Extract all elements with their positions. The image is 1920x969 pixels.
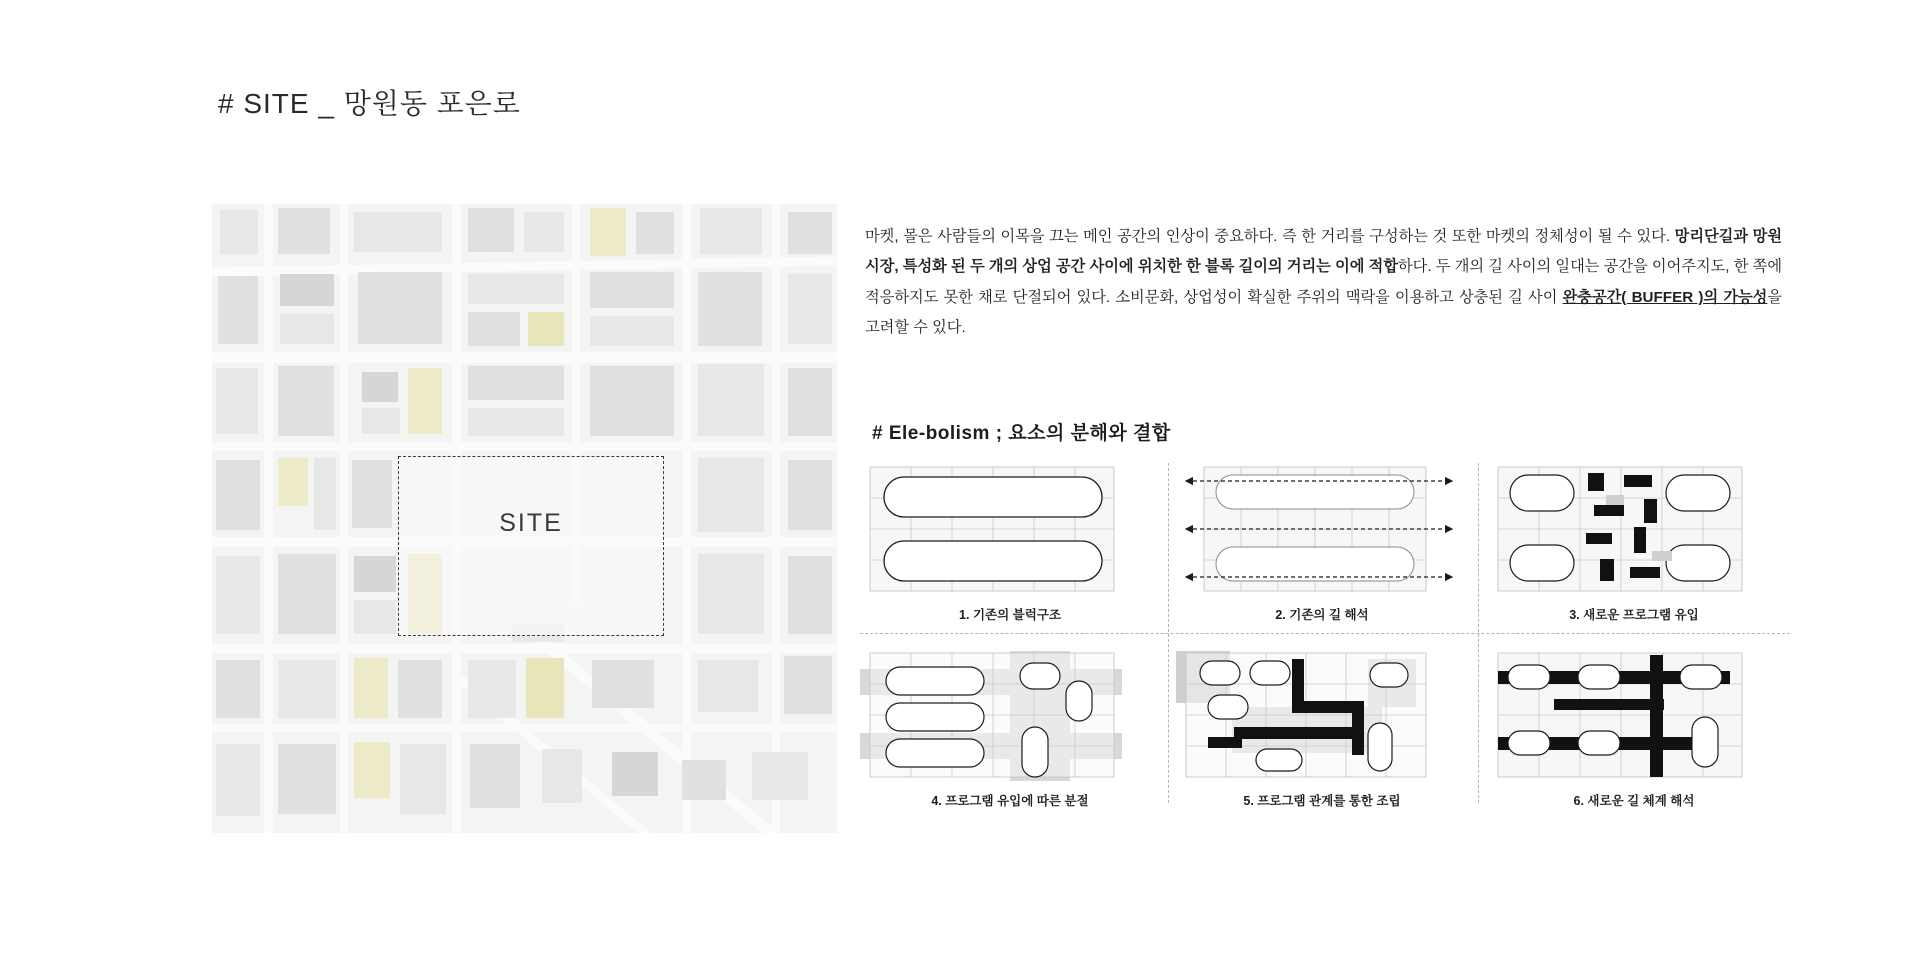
map-block: [788, 212, 832, 254]
description-underline: 완충공간( BUFFER )의 가능성: [1562, 288, 1768, 306]
ele-step-1: [860, 455, 1160, 630]
map-block: [590, 272, 674, 308]
map-block: [362, 372, 398, 402]
map-block-highlight: [354, 658, 388, 718]
map-block: [698, 660, 758, 712]
map-block: [354, 556, 396, 592]
map-block: [468, 208, 514, 252]
map-block: [216, 556, 260, 634]
map-block: [280, 274, 334, 306]
map-block: [636, 212, 674, 254]
ele-step-2: [1172, 455, 1472, 630]
map-road: [212, 644, 837, 653]
map-block: [280, 314, 334, 344]
ele-step-5: [1172, 641, 1472, 816]
map-block: [698, 458, 764, 532]
ele-bolism-grid: [860, 455, 1790, 815]
ele-step-5-caption: 5. 프로그램 관계를 통한 조립: [1243, 794, 1401, 808]
description-part3: 을 고려할 수 있다.: [865, 288, 1783, 337]
map-block: [218, 276, 258, 344]
map-road: [682, 204, 691, 833]
map-block: [698, 554, 764, 634]
map-block: [590, 366, 674, 436]
map-block: [352, 460, 392, 528]
map-block: [314, 458, 336, 530]
ele-step-2-diagram: [1172, 455, 1472, 603]
map-block: [590, 316, 674, 346]
ele-step-2-caption: 2. 기존의 길 해석: [1275, 608, 1369, 622]
ele-step-4: [860, 641, 1160, 816]
map-block: [698, 364, 764, 436]
map-block: [788, 274, 832, 344]
map-block: [542, 749, 582, 803]
map-road: [772, 204, 780, 833]
ele-step-6-caption: 6. 새로운 길 체계 해석: [1573, 794, 1695, 808]
map-road: [212, 442, 837, 451]
site-label: SITE: [499, 509, 563, 537]
map-block-highlight: [590, 208, 626, 256]
map-block: [354, 212, 442, 252]
map-block: [524, 212, 564, 252]
description-part2: 하다. 두 개의 길 사이의 일대는 공간을 이어주지도, 한 쪽에 적응하지도 못한 채로 단절되어 있다. 소비문화, 상업성이 확실한 주위의 맥락을 이용하고 상충된 길 사이: [865, 258, 1782, 306]
description-part1: 마켓, 몰은 사람들의 이목을 끄는 메인 공간의 인상이 중요하다. 즉 한 거리를 구성하는 것 또한 마켓의 정체성이 될 수 있다.: [865, 228, 1675, 245]
map-block: [278, 660, 336, 718]
page-title: # SITE _ 망원동 포은로: [218, 88, 521, 119]
map-block: [752, 752, 808, 800]
map-block: [788, 556, 832, 634]
ele-step-5-diagram: [1172, 641, 1472, 789]
map-block: [788, 460, 832, 530]
map-block: [470, 744, 520, 808]
ele-step-6-diagram: [1484, 641, 1784, 789]
map-block: [468, 660, 516, 718]
map-block: [358, 272, 442, 344]
map-block: [468, 366, 564, 400]
map-block-highlight: [528, 312, 564, 346]
ele-step-4-diagram: [860, 641, 1160, 789]
map-block: [682, 760, 726, 800]
map-block: [216, 744, 260, 816]
map-block: [698, 272, 762, 346]
site-description: [865, 222, 1782, 344]
ele-step-1-caption: 1. 기존의 블럭구조: [959, 608, 1061, 622]
ele-step-3-caption: 3. 새로운 프로그램 유입: [1569, 608, 1699, 622]
map-block: [362, 408, 400, 434]
map-block: [398, 660, 442, 718]
map-block: [468, 274, 564, 304]
map-block: [216, 460, 260, 530]
map-block: [788, 368, 832, 436]
ele-bolism-title: # Ele-bolism ; 요소의 분해와 결합: [872, 423, 1171, 444]
map-block: [400, 744, 446, 814]
ele-step-3-diagram: [1484, 455, 1784, 603]
ele-step-3: [1484, 455, 1784, 630]
map-block: [612, 752, 658, 796]
map-road: [340, 204, 348, 833]
map-road: [264, 204, 273, 833]
map-block-highlight: [408, 368, 442, 434]
map-block-highlight: [526, 658, 564, 718]
map-block: [784, 656, 832, 714]
map-block: [278, 554, 336, 634]
site-boundary: [398, 456, 664, 636]
map-block: [700, 208, 762, 254]
map-road: [212, 352, 837, 363]
grid-divider-horizontal: [860, 633, 1790, 634]
map-block: [592, 660, 654, 708]
map-block: [216, 660, 260, 718]
map-block: [216, 368, 258, 434]
site-map: [212, 204, 837, 833]
map-block: [278, 208, 330, 254]
map-block: [468, 312, 520, 346]
ele-step-1-diagram: [860, 455, 1160, 603]
ele-step-6: [1484, 641, 1784, 816]
description-bold: 망리단길과 망원시장, 특성화 된 두 개의 상업 공간 사이에 위치한 한 블록 길이의 거리는 이에 적합: [865, 228, 1783, 276]
map-block: [354, 600, 396, 634]
map-block-highlight: [354, 742, 390, 798]
ele-step-4-caption: 4. 프로그램 유입에 따른 분절: [931, 794, 1089, 808]
map-block: [278, 366, 334, 436]
map-block-highlight: [278, 458, 308, 506]
map-block: [468, 408, 564, 436]
map-block: [220, 210, 258, 254]
map-block: [278, 744, 336, 814]
